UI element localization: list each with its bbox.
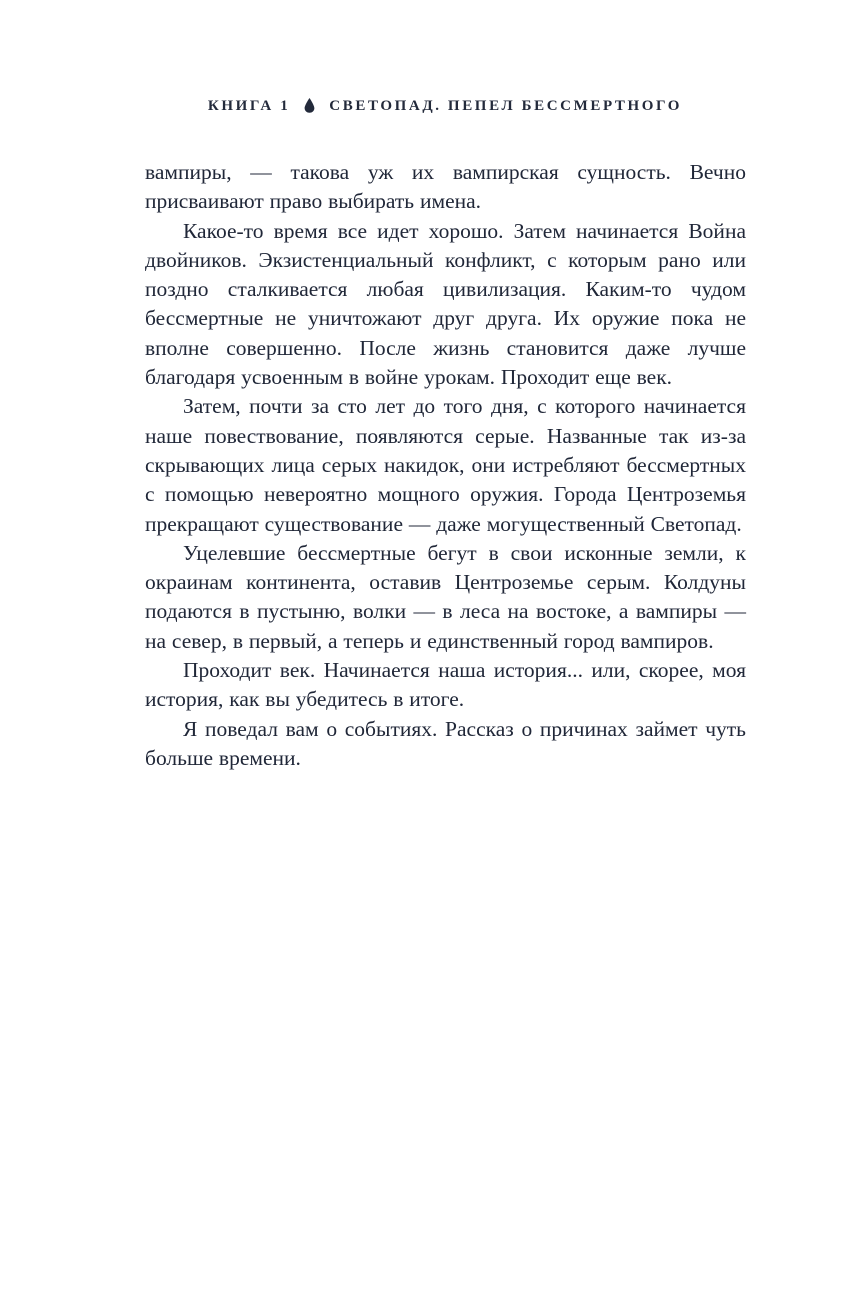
page-text <box>145 158 746 773</box>
book-title-label: СВЕТОПАД. ПЕПЕЛ БЕССМЕРТНОГО <box>329 98 683 114</box>
paragraph: Уцелевшие бессмертные бегут в свои исконные земли, к окраинам континента, оставив Центроземье серым. Колдуны подаются в пустыню, волки — в леса на востоке, а вампиры — на север, в первый, а теперь и единственный город вампиров. <box>145 540 746 653</box>
running-head <box>145 98 745 115</box>
paragraph: вампиры, — такова уж их вампирская сущность. Вечно присваивают право выбирать имена. <box>145 160 746 214</box>
drop-icon <box>304 98 315 113</box>
paragraph: Какое-то время все идет хорошо. Затем начинается Война двойников. Экзистенциальный конфликт, с которым рано или поздно сталкивается любая цивилизация. Каким-то чудом бессмертные не уничтожают друг друга. Их оружие пока не вполне совершенно. После жизнь становится даже лучше благодаря усвоенным в войне урокам. Проходит еще век. <box>145 218 746 390</box>
paragraph: Затем, почти за сто лет до того дня, с которого начинается наше повествование, появляются серые. Названные так из-за скрывающих лица серых накидок, они истребляют бессмертных с помощью невероятно мощного оружия. Города Центроземья прекращают существование — даже могущественный Светопад. <box>145 394 746 536</box>
paragraph: Я поведал вам о событиях. Рассказ о причинах займет чуть больше времени. <box>145 716 746 770</box>
paragraph: Проходит век. Начинается наша история... или, скорее, моя история, как вы убедитесь в итоге. <box>145 658 746 712</box>
book-number-label: КНИГА 1 <box>207 98 291 114</box>
